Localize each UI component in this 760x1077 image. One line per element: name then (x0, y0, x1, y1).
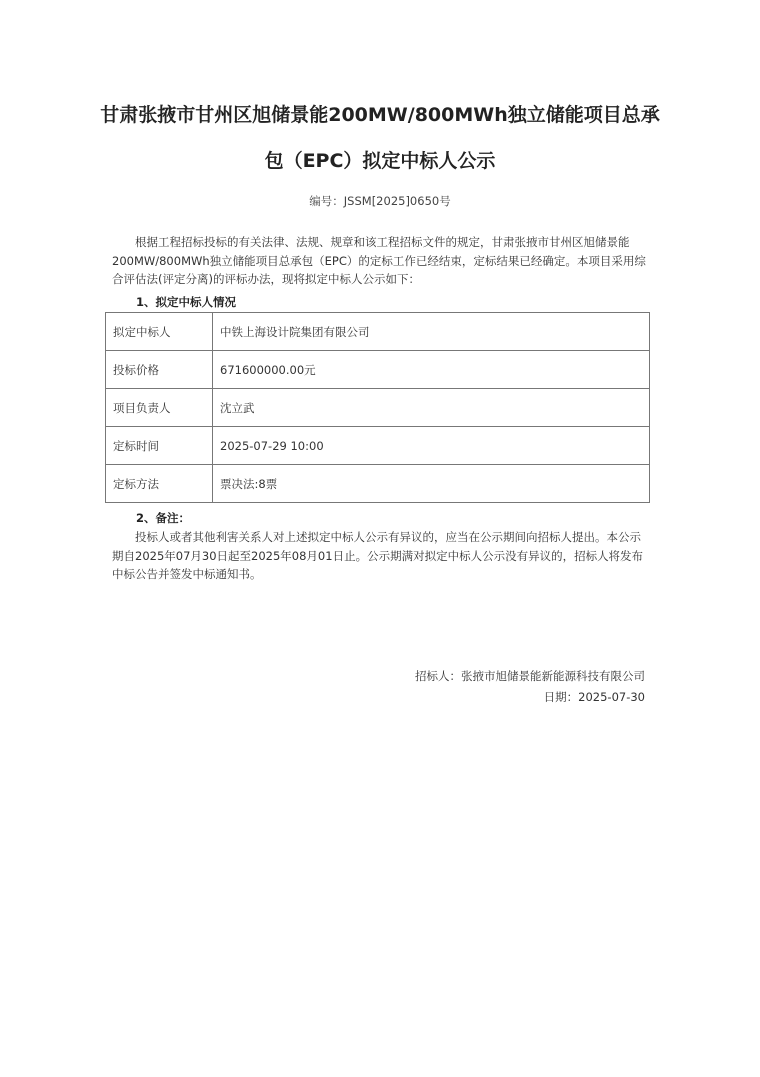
row-label: 定标时间 (106, 427, 213, 465)
section-1-heading: 1、拟定中标人情况 (136, 295, 237, 309)
row-label: 投标价格 (106, 351, 213, 389)
table-row (106, 351, 650, 389)
row-label: 项目负责人 (106, 389, 213, 427)
table-row (106, 313, 650, 351)
intro-paragraph: 根据工程招标投标的有关法律、法规、规章和该工程招标文件的规定，甘肃张掖市甘州区旭储景能200MW/800MWh独立储能项目总承包（EPC）的定标工作已经结束，定标结果已经确定。本项目采用综合评估法(评定分离)的评标办法，现将拟定中标人公示如下： (112, 235, 646, 286)
row-value: 票决法:8票 (213, 465, 650, 503)
row-label: 拟定中标人 (106, 313, 213, 351)
announcement-date: 日期：2025-07-30 (543, 690, 645, 704)
row-value: 2025-07-29 10:00 (213, 427, 650, 465)
row-value: 671600000.00元 (213, 351, 650, 389)
candidate-info-table (105, 312, 650, 503)
row-label: 定标方法 (106, 465, 213, 503)
document-title: 甘肃张掖市甘州区旭储景能200MW/800MWh独立储能项目总承包（EPC）拟定中标人公示 (100, 104, 660, 172)
table-row (106, 389, 650, 427)
document-number: 编号：JSSM[2025]0650号 (309, 194, 451, 208)
tenderer-signature: 招标人：张掖市旭储景能新能源科技有限公司 (415, 669, 645, 683)
section-2-heading: 2、备注： (136, 511, 191, 525)
table-row (106, 427, 650, 465)
table-row (106, 465, 650, 503)
remark-paragraph: 投标人或者其他利害关系人对上述拟定中标人公示有异议的，应当在公示期间向招标人提出。本公示期自2025年07月30日起至2025年08月01日止。公示期满对拟定中标人公示没有异议的，招标人将发布中标公告并签发中标通知书。 (112, 530, 644, 581)
row-value: 中铁上海设计院集团有限公司 (213, 313, 650, 351)
row-value: 沈立武 (213, 389, 650, 427)
